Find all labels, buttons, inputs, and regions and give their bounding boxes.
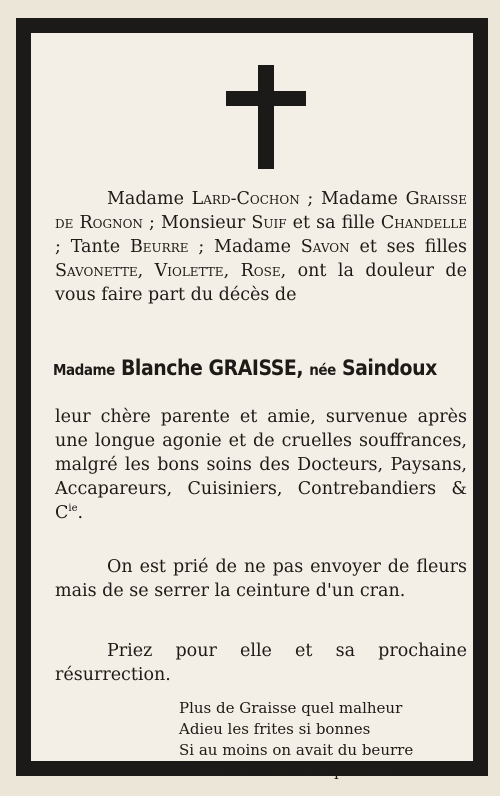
family-name: Graisse de Rognon [55,189,467,233]
mourning-card [16,18,488,780]
intro-text: et ses filles [349,237,467,257]
family-announcement [55,187,467,307]
intro-text: ; Madame [299,189,406,209]
intro-text: , [223,261,241,281]
poem-line: Si au moins on avait du beurre [179,741,414,759]
poem-line: Adieu les frites si bonnes [179,720,371,738]
deceased-title: Madame [53,361,115,379]
deceased-name [53,356,437,380]
family-name: Lard-Cochon [191,189,300,209]
relation-text: leur chère parente et amie, survenue après une longue agonie et de cruelles souffrances, malgré les bons soins des Docteurs, Paysans, Accapareurs, Cuisiniers, Contrebandiers & C [55,407,467,523]
family-name: Savon [300,237,350,257]
family-name: Chandelle [380,213,467,233]
relation-paragraph [55,405,467,525]
family-name: Violette [154,261,224,281]
poem-line: Plus de Graisse quel malheur [179,699,403,717]
intro-text: Madame [107,189,192,209]
company-abbreviation: ie [68,503,78,515]
cross-icon [226,65,306,169]
intro-text: ; Monsieur [142,213,252,233]
request-paragraph: On est prié de ne pas envoyer de fleurs mais de se serrer la ceinture d'un cran. [55,557,467,601]
family-name: Suif [251,213,287,233]
intro-text: , ont la douleur de vous faire part du décès de [55,261,467,305]
relation-end: . [77,503,84,523]
deceased-nee: née [309,361,336,379]
intro-text: ; Madame [188,237,301,257]
intro-text: et sa fille [286,213,381,233]
intro-text: , [137,261,155,281]
family-name: Savonette [55,261,138,281]
poem-line: Pour faire cuire nos pommes. [179,762,403,780]
family-name: Beurre [129,237,189,257]
intro-text: ; Tante [55,237,130,257]
deceased-full-name: Blanche GRAISSE, [120,356,304,380]
poem [179,698,469,782]
prayer-paragraph: Priez pour elle et sa prochaine résurrection. [55,641,467,685]
deceased-maiden-name: Saindoux [341,356,437,380]
family-name: Rose [240,261,281,281]
